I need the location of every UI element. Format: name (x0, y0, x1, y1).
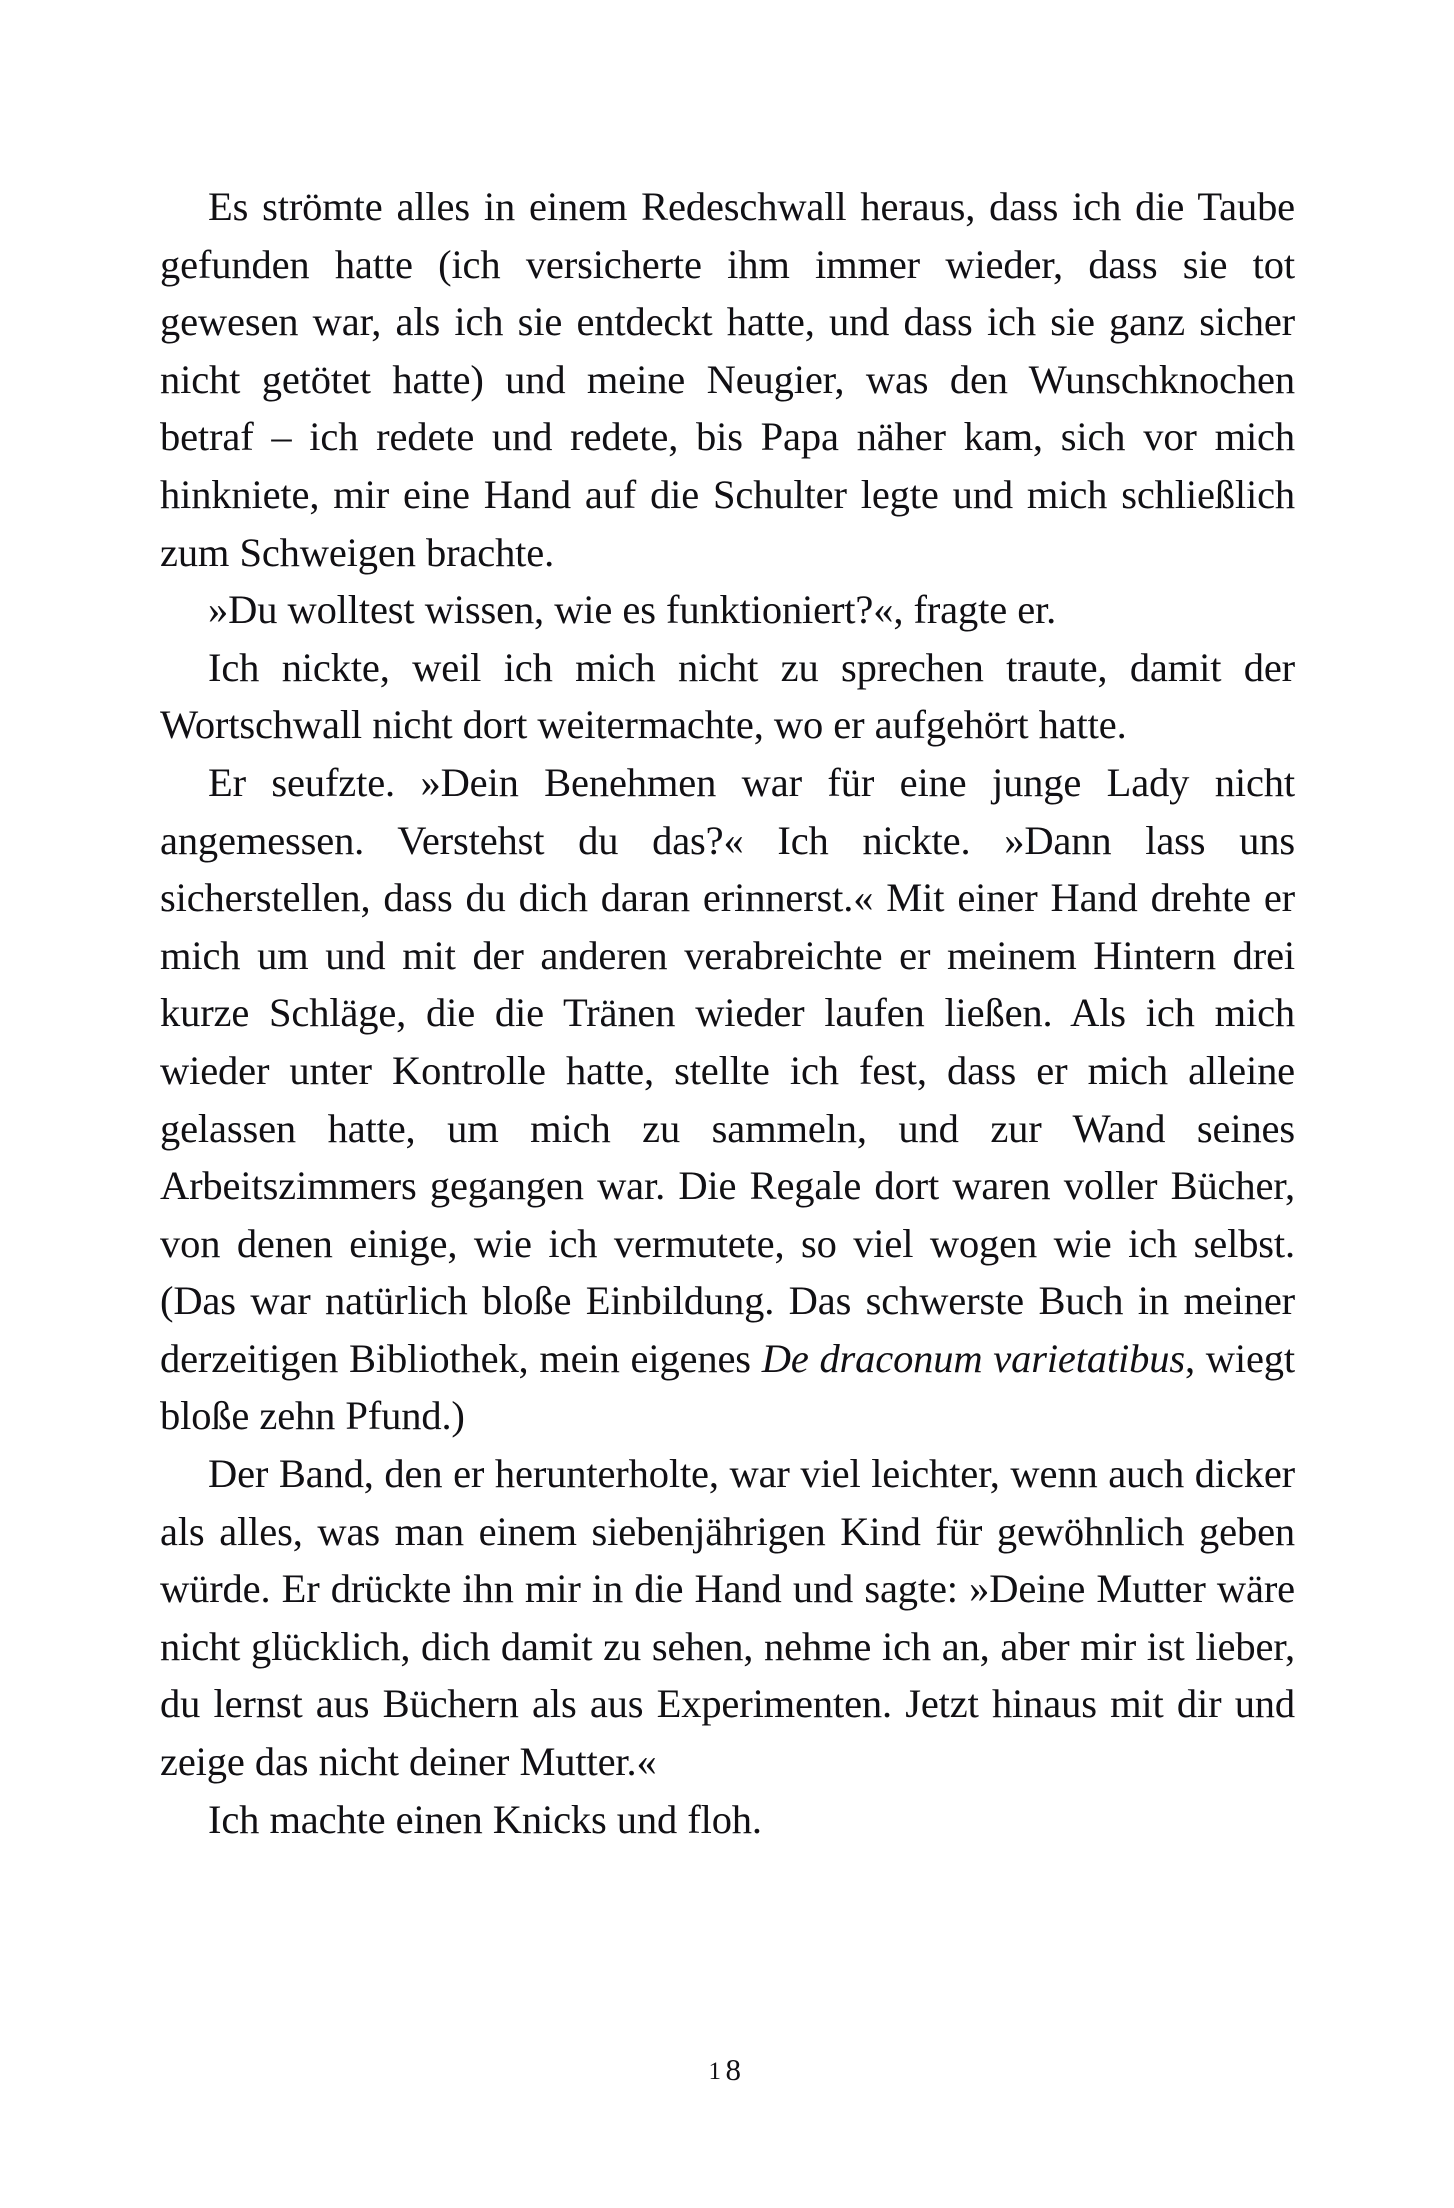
page-number-digit-two: 8 (725, 2052, 746, 2087)
paragraph-6: Ich machte einen Knicks und floh. (208, 1796, 762, 1842)
book-title-italic: De draconum varietatibus (761, 1335, 1185, 1381)
paragraph-2-dialogue: »Du wolltest wissen, wie es funktioniert?«, fragte er. (208, 587, 1057, 633)
paragraph-4-text-before-title: Er seufzte. »Dein Benehmen war für eine junge Lady nicht angemessen. Verstehst du das?« Ich nickte. »Dann lass uns sicherstellen, dass du dich daran erinnerst.« Mit einer Hand drehte er mich um und mit der anderen verabreichte er meinem Hintern drei kurze Schläge, die die Tränen wieder laufen ließen. Als ich mich wieder unter Kontrolle hatte, stellte ich fest, dass er mich alleine gelassen hatte, um mich zu sammeln, und zur Wand seines Arbeitszimmers gegangen war. Die Regale dort waren voller Bücher, von denen einige, wie ich vermutete, so viel wogen wie ich selbst. (Das war natürlich bloße Einbildung. Das schwerste Buch in meiner derzeitigen Bibliothek, mein eigenes (160, 759, 1295, 1381)
page-text-block (160, 178, 1295, 1848)
paragraph-5: Der Band, den er herunterholte, war viel leichter, wenn auch dicker als alles, was man einem siebenjährigen Kind für gewöhnlich geben würde. Er drückte ihn mir in die Hand und sagte: »Deine Mutter wäre nicht glücklich, dich damit zu sehen, nehme ich an, aber mir ist lieber, du lernst aus Büchern als aus Experimenten. Jetzt hinaus mit dir und zeige das nicht deiner Mutter.« (160, 1451, 1295, 1785)
paragraph-3: Ich nickte, weil ich mich nicht zu sprechen traute, damit der Wortschwall nicht dort weitermachte, wo er aufgehört hatte. (160, 644, 1295, 748)
paragraph-4 (160, 754, 1295, 1445)
paragraph-4-text-after-title: , wiegt bloße zehn Pfund.) (160, 1335, 1295, 1439)
page-number-digit-one: 1 (708, 2058, 726, 2085)
paragraph-1: Es strömte alles in einem Redeschwall heraus, dass ich die Taube gefunden hatte (ich versicherte ihm immer wieder, dass sie tot gewesen war, als ich sie entdeckt hatte, und dass ich sie ganz sicher nicht getötet hatte) und meine Neugier, was den Wunschknochen betraf – ich redete und redete, bis Papa näher kam, sich vor mich hinkniete, mir eine Hand auf die Schulter legte und mich schließlich zum Schweigen brachte. (160, 184, 1295, 575)
page-number-folio (0, 2050, 1454, 2093)
